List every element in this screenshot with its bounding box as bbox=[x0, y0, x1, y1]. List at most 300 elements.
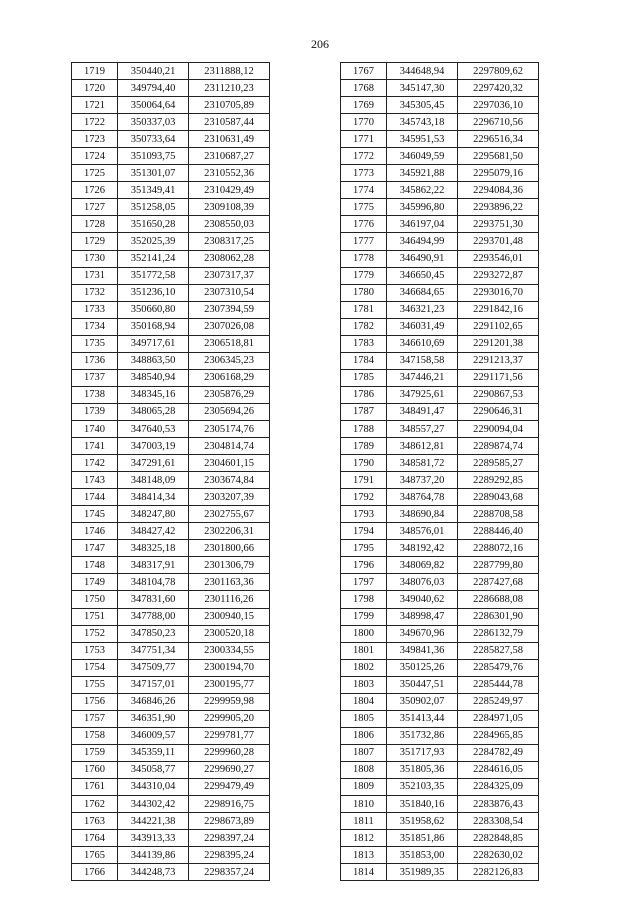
point-number-cell: 1748 bbox=[72, 557, 118, 574]
y-coordinate-cell: 2300334,55 bbox=[189, 642, 270, 659]
table-row bbox=[72, 710, 270, 727]
table-row bbox=[341, 506, 539, 523]
table-row bbox=[72, 335, 270, 352]
table-row bbox=[341, 625, 539, 642]
x-coordinate-cell: 349841,36 bbox=[387, 642, 458, 659]
y-coordinate-cell: 2289043,68 bbox=[458, 489, 539, 506]
y-coordinate-cell: 2303207,39 bbox=[189, 489, 270, 506]
y-coordinate-cell: 2291213,37 bbox=[458, 352, 539, 369]
x-coordinate-cell: 346610,69 bbox=[387, 335, 458, 352]
x-coordinate-cell: 350440,21 bbox=[118, 63, 189, 80]
y-coordinate-cell: 2302206,31 bbox=[189, 523, 270, 540]
point-number-cell: 1811 bbox=[341, 813, 387, 830]
point-number-cell: 1756 bbox=[72, 693, 118, 710]
point-number-cell: 1781 bbox=[341, 301, 387, 318]
table-row bbox=[341, 540, 539, 557]
x-coordinate-cell: 351805,36 bbox=[387, 761, 458, 778]
table-row bbox=[341, 386, 539, 403]
table-row bbox=[72, 267, 270, 284]
point-number-cell: 1764 bbox=[72, 830, 118, 847]
point-number-cell: 1807 bbox=[341, 744, 387, 761]
table-row bbox=[72, 455, 270, 472]
point-number-cell: 1759 bbox=[72, 744, 118, 761]
x-coordinate-cell: 348863,50 bbox=[118, 352, 189, 369]
y-coordinate-cell: 2309108,39 bbox=[189, 199, 270, 216]
table-row bbox=[72, 608, 270, 625]
table-row bbox=[72, 369, 270, 386]
table-row bbox=[341, 131, 539, 148]
table-row bbox=[72, 830, 270, 847]
table-row bbox=[341, 284, 539, 301]
y-coordinate-cell: 2306518,81 bbox=[189, 335, 270, 352]
table-row bbox=[341, 438, 539, 455]
x-coordinate-cell: 348764,78 bbox=[387, 489, 458, 506]
y-coordinate-cell: 2283876,43 bbox=[458, 796, 539, 813]
table-row bbox=[72, 114, 270, 131]
x-coordinate-cell: 349794,40 bbox=[118, 80, 189, 97]
y-coordinate-cell: 2308317,25 bbox=[189, 233, 270, 250]
y-coordinate-cell: 2284325,09 bbox=[458, 778, 539, 795]
x-coordinate-cell: 350733,64 bbox=[118, 131, 189, 148]
y-coordinate-cell: 2297420,32 bbox=[458, 80, 539, 97]
point-number-cell: 1765 bbox=[72, 847, 118, 864]
x-coordinate-cell: 344139,86 bbox=[118, 847, 189, 864]
table-row bbox=[341, 693, 539, 710]
table-row bbox=[341, 80, 539, 97]
point-number-cell: 1789 bbox=[341, 438, 387, 455]
table-row bbox=[341, 591, 539, 608]
y-coordinate-cell: 2311888,12 bbox=[189, 63, 270, 80]
point-number-cell: 1753 bbox=[72, 642, 118, 659]
y-coordinate-cell: 2300520,18 bbox=[189, 625, 270, 642]
y-coordinate-cell: 2293016,70 bbox=[458, 284, 539, 301]
y-coordinate-cell: 2310552,36 bbox=[189, 165, 270, 182]
x-coordinate-cell: 350064,64 bbox=[118, 97, 189, 114]
page-number: 206 bbox=[311, 37, 329, 51]
x-coordinate-cell: 348612,81 bbox=[387, 438, 458, 455]
x-coordinate-cell: 349717,61 bbox=[118, 335, 189, 352]
x-coordinate-cell: 348148,09 bbox=[118, 472, 189, 489]
table-row bbox=[72, 625, 270, 642]
table-row bbox=[341, 574, 539, 591]
x-coordinate-cell: 348317,91 bbox=[118, 557, 189, 574]
table-row bbox=[72, 438, 270, 455]
x-coordinate-cell: 346197,04 bbox=[387, 216, 458, 233]
point-number-cell: 1749 bbox=[72, 574, 118, 591]
point-number-cell: 1800 bbox=[341, 625, 387, 642]
point-number-cell: 1739 bbox=[72, 403, 118, 420]
point-number-cell: 1778 bbox=[341, 250, 387, 267]
point-number-cell: 1744 bbox=[72, 489, 118, 506]
y-coordinate-cell: 2291201,38 bbox=[458, 335, 539, 352]
point-number-cell: 1780 bbox=[341, 284, 387, 301]
y-coordinate-cell: 2289585,27 bbox=[458, 455, 539, 472]
point-number-cell: 1743 bbox=[72, 472, 118, 489]
y-coordinate-cell: 2288072,16 bbox=[458, 540, 539, 557]
table-row bbox=[72, 676, 270, 693]
point-number-cell: 1724 bbox=[72, 148, 118, 165]
table-row bbox=[72, 489, 270, 506]
x-coordinate-cell: 345359,11 bbox=[118, 744, 189, 761]
x-coordinate-cell: 348065,28 bbox=[118, 403, 189, 420]
point-number-cell: 1722 bbox=[72, 114, 118, 131]
point-number-cell: 1755 bbox=[72, 676, 118, 693]
y-coordinate-cell: 2291171,56 bbox=[458, 369, 539, 386]
point-number-cell: 1740 bbox=[72, 420, 118, 437]
table-row bbox=[72, 420, 270, 437]
x-coordinate-cell: 348576,01 bbox=[387, 523, 458, 540]
table-row bbox=[341, 420, 539, 437]
x-coordinate-cell: 344302,42 bbox=[118, 796, 189, 813]
x-coordinate-cell: 351413,44 bbox=[387, 710, 458, 727]
table-row bbox=[341, 165, 539, 182]
table-row bbox=[341, 523, 539, 540]
y-coordinate-cell: 2299959,98 bbox=[189, 693, 270, 710]
point-number-cell: 1763 bbox=[72, 813, 118, 830]
y-coordinate-cell: 2297809,62 bbox=[458, 63, 539, 80]
table-row bbox=[341, 250, 539, 267]
table-row bbox=[72, 182, 270, 199]
table-row bbox=[341, 796, 539, 813]
x-coordinate-cell: 351301,07 bbox=[118, 165, 189, 182]
point-number-cell: 1738 bbox=[72, 386, 118, 403]
x-coordinate-cell: 350168,94 bbox=[118, 318, 189, 335]
y-coordinate-cell: 2308550,03 bbox=[189, 216, 270, 233]
x-coordinate-cell: 352141,24 bbox=[118, 250, 189, 267]
x-coordinate-cell: 348325,18 bbox=[118, 540, 189, 557]
y-coordinate-cell: 2285827,58 bbox=[458, 642, 539, 659]
x-coordinate-cell: 351772,58 bbox=[118, 267, 189, 284]
y-coordinate-cell: 2298357,24 bbox=[189, 864, 270, 881]
y-coordinate-cell: 2287799,80 bbox=[458, 557, 539, 574]
y-coordinate-cell: 2300195,77 bbox=[189, 676, 270, 693]
table-row bbox=[72, 540, 270, 557]
table-row bbox=[341, 489, 539, 506]
table-row bbox=[341, 199, 539, 216]
point-number-cell: 1742 bbox=[72, 455, 118, 472]
point-number-cell: 1814 bbox=[341, 864, 387, 881]
x-coordinate-cell: 345996,80 bbox=[387, 199, 458, 216]
y-coordinate-cell: 2308062,28 bbox=[189, 250, 270, 267]
point-number-cell: 1799 bbox=[341, 608, 387, 625]
point-number-cell: 1768 bbox=[341, 80, 387, 97]
point-number-cell: 1784 bbox=[341, 352, 387, 369]
table-row bbox=[341, 608, 539, 625]
y-coordinate-cell: 2304601,15 bbox=[189, 455, 270, 472]
y-coordinate-cell: 2299905,20 bbox=[189, 710, 270, 727]
point-number-cell: 1723 bbox=[72, 131, 118, 148]
table-row bbox=[341, 114, 539, 131]
point-number-cell: 1760 bbox=[72, 761, 118, 778]
table-row bbox=[72, 796, 270, 813]
x-coordinate-cell: 345058,77 bbox=[118, 761, 189, 778]
x-coordinate-cell: 351349,41 bbox=[118, 182, 189, 199]
y-coordinate-cell: 2310705,89 bbox=[189, 97, 270, 114]
x-coordinate-cell: 347003,19 bbox=[118, 438, 189, 455]
x-coordinate-cell: 348192,42 bbox=[387, 540, 458, 557]
y-coordinate-cell: 2297036,10 bbox=[458, 97, 539, 114]
table-row bbox=[341, 557, 539, 574]
y-coordinate-cell: 2303674,84 bbox=[189, 472, 270, 489]
point-number-cell: 1777 bbox=[341, 233, 387, 250]
y-coordinate-cell: 2301306,79 bbox=[189, 557, 270, 574]
x-coordinate-cell: 345951,53 bbox=[387, 131, 458, 148]
table-row bbox=[72, 761, 270, 778]
y-coordinate-cell: 2285479,76 bbox=[458, 659, 539, 676]
table-row bbox=[341, 267, 539, 284]
x-coordinate-cell: 351851,86 bbox=[387, 830, 458, 847]
y-coordinate-cell: 2301163,36 bbox=[189, 574, 270, 591]
x-coordinate-cell: 347751,34 bbox=[118, 642, 189, 659]
table-row bbox=[72, 301, 270, 318]
x-coordinate-cell: 348104,78 bbox=[118, 574, 189, 591]
table-row bbox=[72, 97, 270, 114]
y-coordinate-cell: 2304814,74 bbox=[189, 438, 270, 455]
point-number-cell: 1803 bbox=[341, 676, 387, 693]
x-coordinate-cell: 346321,23 bbox=[387, 301, 458, 318]
point-number-cell: 1761 bbox=[72, 778, 118, 795]
table-row bbox=[341, 472, 539, 489]
x-coordinate-cell: 346009,57 bbox=[118, 727, 189, 744]
y-coordinate-cell: 2300940,15 bbox=[189, 608, 270, 625]
y-coordinate-cell: 2282630,02 bbox=[458, 847, 539, 864]
x-coordinate-cell: 349040,62 bbox=[387, 591, 458, 608]
y-coordinate-cell: 2290646,31 bbox=[458, 403, 539, 420]
x-coordinate-cell: 347925,61 bbox=[387, 386, 458, 403]
table-row bbox=[341, 335, 539, 352]
point-number-cell: 1785 bbox=[341, 369, 387, 386]
point-number-cell: 1794 bbox=[341, 523, 387, 540]
table-row bbox=[341, 148, 539, 165]
table-row bbox=[341, 830, 539, 847]
x-coordinate-cell: 347640,53 bbox=[118, 420, 189, 437]
table-row bbox=[72, 352, 270, 369]
x-coordinate-cell: 345147,30 bbox=[387, 80, 458, 97]
x-coordinate-cell: 347158,58 bbox=[387, 352, 458, 369]
x-coordinate-cell: 347157,01 bbox=[118, 676, 189, 693]
x-coordinate-cell: 345743,18 bbox=[387, 114, 458, 131]
table-row bbox=[72, 233, 270, 250]
y-coordinate-cell: 2288708,58 bbox=[458, 506, 539, 523]
x-coordinate-cell: 348737,20 bbox=[387, 472, 458, 489]
table-row bbox=[72, 693, 270, 710]
y-coordinate-cell: 2302755,67 bbox=[189, 506, 270, 523]
table-body-right bbox=[341, 63, 539, 881]
table-row bbox=[341, 97, 539, 114]
x-coordinate-cell: 350660,80 bbox=[118, 301, 189, 318]
y-coordinate-cell: 2298916,75 bbox=[189, 796, 270, 813]
table-row bbox=[341, 864, 539, 881]
point-number-cell: 1728 bbox=[72, 216, 118, 233]
x-coordinate-cell: 351958,62 bbox=[387, 813, 458, 830]
table-row bbox=[72, 744, 270, 761]
y-coordinate-cell: 2298397,24 bbox=[189, 830, 270, 847]
point-number-cell: 1782 bbox=[341, 318, 387, 335]
x-coordinate-cell: 351853,00 bbox=[387, 847, 458, 864]
y-coordinate-cell: 2284971,05 bbox=[458, 710, 539, 727]
point-number-cell: 1746 bbox=[72, 523, 118, 540]
x-coordinate-cell: 346846,26 bbox=[118, 693, 189, 710]
x-coordinate-cell: 346494,99 bbox=[387, 233, 458, 250]
x-coordinate-cell: 347850,23 bbox=[118, 625, 189, 642]
point-number-cell: 1788 bbox=[341, 420, 387, 437]
point-number-cell: 1732 bbox=[72, 284, 118, 301]
x-coordinate-cell: 347291,61 bbox=[118, 455, 189, 472]
point-number-cell: 1776 bbox=[341, 216, 387, 233]
table-row bbox=[72, 403, 270, 420]
table-row bbox=[341, 778, 539, 795]
x-coordinate-cell: 348414,34 bbox=[118, 489, 189, 506]
y-coordinate-cell: 2284782,49 bbox=[458, 744, 539, 761]
x-coordinate-cell: 350447,51 bbox=[387, 676, 458, 693]
x-coordinate-cell: 348581,72 bbox=[387, 455, 458, 472]
table-row bbox=[341, 301, 539, 318]
y-coordinate-cell: 2301800,66 bbox=[189, 540, 270, 557]
y-coordinate-cell: 2285249,97 bbox=[458, 693, 539, 710]
x-coordinate-cell: 349670,96 bbox=[387, 625, 458, 642]
y-coordinate-cell: 2287427,68 bbox=[458, 574, 539, 591]
y-coordinate-cell: 2296710,56 bbox=[458, 114, 539, 131]
table-row bbox=[72, 557, 270, 574]
table-row bbox=[72, 80, 270, 97]
table-row bbox=[341, 847, 539, 864]
table-row bbox=[72, 199, 270, 216]
y-coordinate-cell: 2290867,53 bbox=[458, 386, 539, 403]
point-number-cell: 1719 bbox=[72, 63, 118, 80]
point-number-cell: 1810 bbox=[341, 796, 387, 813]
y-coordinate-cell: 2284965,85 bbox=[458, 727, 539, 744]
table-row bbox=[341, 369, 539, 386]
y-coordinate-cell: 2307317,37 bbox=[189, 267, 270, 284]
x-coordinate-cell: 347446,21 bbox=[387, 369, 458, 386]
x-coordinate-cell: 348247,80 bbox=[118, 506, 189, 523]
point-number-cell: 1792 bbox=[341, 489, 387, 506]
x-coordinate-cell: 350337,03 bbox=[118, 114, 189, 131]
y-coordinate-cell: 2299960,28 bbox=[189, 744, 270, 761]
table-row bbox=[72, 148, 270, 165]
table-row bbox=[72, 591, 270, 608]
point-number-cell: 1754 bbox=[72, 659, 118, 676]
table-row bbox=[72, 523, 270, 540]
table-row bbox=[341, 403, 539, 420]
table-row bbox=[72, 642, 270, 659]
point-number-cell: 1733 bbox=[72, 301, 118, 318]
y-coordinate-cell: 2293896,22 bbox=[458, 199, 539, 216]
point-number-cell: 1801 bbox=[341, 642, 387, 659]
point-number-cell: 1795 bbox=[341, 540, 387, 557]
table-row bbox=[72, 284, 270, 301]
x-coordinate-cell: 351236,10 bbox=[118, 284, 189, 301]
y-coordinate-cell: 2296516,34 bbox=[458, 131, 539, 148]
table-body-left bbox=[72, 63, 270, 881]
point-number-cell: 1812 bbox=[341, 830, 387, 847]
point-number-cell: 1770 bbox=[341, 114, 387, 131]
table-row bbox=[341, 216, 539, 233]
x-coordinate-cell: 352103,35 bbox=[387, 778, 458, 795]
y-coordinate-cell: 2306168,29 bbox=[189, 369, 270, 386]
x-coordinate-cell: 351989,35 bbox=[387, 864, 458, 881]
y-coordinate-cell: 2282126,83 bbox=[458, 864, 539, 881]
y-coordinate-cell: 2298395,24 bbox=[189, 847, 270, 864]
y-coordinate-cell: 2299479,49 bbox=[189, 778, 270, 795]
table-row bbox=[341, 233, 539, 250]
point-number-cell: 1797 bbox=[341, 574, 387, 591]
x-coordinate-cell: 348998,47 bbox=[387, 608, 458, 625]
x-coordinate-cell: 347831,60 bbox=[118, 591, 189, 608]
table-row bbox=[72, 250, 270, 267]
point-number-cell: 1752 bbox=[72, 625, 118, 642]
point-number-cell: 1751 bbox=[72, 608, 118, 625]
point-number-cell: 1804 bbox=[341, 693, 387, 710]
point-number-cell: 1805 bbox=[341, 710, 387, 727]
y-coordinate-cell: 2289874,74 bbox=[458, 438, 539, 455]
x-coordinate-cell: 344248,73 bbox=[118, 864, 189, 881]
table-row bbox=[341, 63, 539, 80]
table-row bbox=[341, 744, 539, 761]
table-row bbox=[341, 710, 539, 727]
y-coordinate-cell: 2301116,26 bbox=[189, 591, 270, 608]
point-number-cell: 1725 bbox=[72, 165, 118, 182]
coordinates-table-left bbox=[71, 62, 270, 881]
point-number-cell: 1791 bbox=[341, 472, 387, 489]
y-coordinate-cell: 2311210,23 bbox=[189, 80, 270, 97]
point-number-cell: 1735 bbox=[72, 335, 118, 352]
x-coordinate-cell: 351732,86 bbox=[387, 727, 458, 744]
point-number-cell: 1745 bbox=[72, 506, 118, 523]
y-coordinate-cell: 2310687,27 bbox=[189, 148, 270, 165]
y-coordinate-cell: 2284616,05 bbox=[458, 761, 539, 778]
x-coordinate-cell: 346351,90 bbox=[118, 710, 189, 727]
point-number-cell: 1783 bbox=[341, 335, 387, 352]
point-number-cell: 1790 bbox=[341, 455, 387, 472]
x-coordinate-cell: 351840,16 bbox=[387, 796, 458, 813]
y-coordinate-cell: 2293272,87 bbox=[458, 267, 539, 284]
point-number-cell: 1726 bbox=[72, 182, 118, 199]
table-row bbox=[72, 318, 270, 335]
y-coordinate-cell: 2307394,59 bbox=[189, 301, 270, 318]
x-coordinate-cell: 351258,05 bbox=[118, 199, 189, 216]
x-coordinate-cell: 346684,65 bbox=[387, 284, 458, 301]
point-number-cell: 1720 bbox=[72, 80, 118, 97]
point-number-cell: 1771 bbox=[341, 131, 387, 148]
point-number-cell: 1809 bbox=[341, 778, 387, 795]
table-row bbox=[72, 574, 270, 591]
point-number-cell: 1802 bbox=[341, 659, 387, 676]
y-coordinate-cell: 2289292,85 bbox=[458, 472, 539, 489]
x-coordinate-cell: 351650,28 bbox=[118, 216, 189, 233]
point-number-cell: 1729 bbox=[72, 233, 118, 250]
point-number-cell: 1787 bbox=[341, 403, 387, 420]
coordinates-table-right bbox=[340, 62, 539, 881]
point-number-cell: 1734 bbox=[72, 318, 118, 335]
table-row bbox=[341, 318, 539, 335]
table-row bbox=[72, 778, 270, 795]
y-coordinate-cell: 2310587,44 bbox=[189, 114, 270, 131]
x-coordinate-cell: 345921,88 bbox=[387, 165, 458, 182]
y-coordinate-cell: 2299781,77 bbox=[189, 727, 270, 744]
point-number-cell: 1727 bbox=[72, 199, 118, 216]
x-coordinate-cell: 345862,22 bbox=[387, 182, 458, 199]
table-row bbox=[72, 472, 270, 489]
table-row bbox=[72, 165, 270, 182]
y-coordinate-cell: 2286688,08 bbox=[458, 591, 539, 608]
x-coordinate-cell: 348427,42 bbox=[118, 523, 189, 540]
x-coordinate-cell: 344648,94 bbox=[387, 63, 458, 80]
table-row bbox=[72, 813, 270, 830]
table-row bbox=[72, 727, 270, 744]
y-coordinate-cell: 2298673,89 bbox=[189, 813, 270, 830]
y-coordinate-cell: 2283308,54 bbox=[458, 813, 539, 830]
